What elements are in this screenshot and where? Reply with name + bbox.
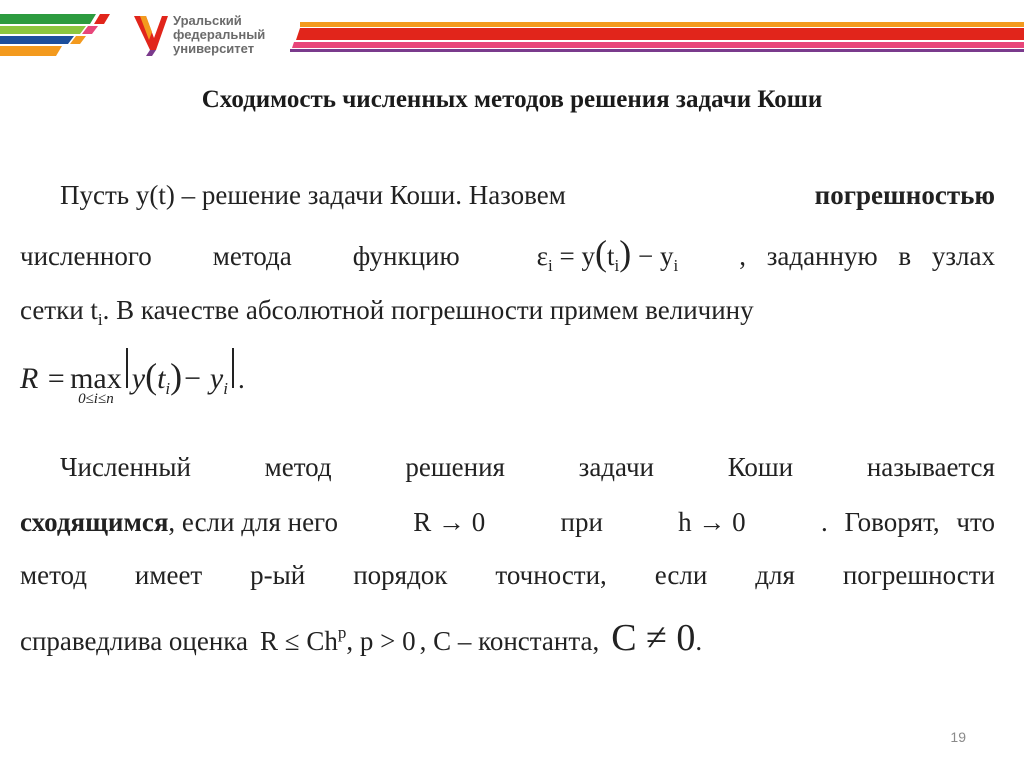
- university-logo-text: [173, 14, 265, 56]
- para2-line-1: Численный метод решения задачи Коши называется: [60, 452, 995, 482]
- para2-line-2: сходящимся, если для него R → 0 при h → 0 . Говорят, что: [20, 507, 995, 537]
- stripe-blue: [0, 36, 74, 44]
- page-number: 19: [950, 729, 966, 745]
- para2-line-4: справедлива оценка $R \le Ch^p$, p > 0 , С – константа, C ≠ 0 .: [20, 617, 703, 659]
- stripe-lime: [0, 26, 86, 34]
- formula-epsilon: $\varepsilon_i = y(t_i) - y_i$: [536, 233, 679, 275]
- formula-R-max: R = max 0≤i≤n y ( t i ) − y i .: [20, 348, 245, 404]
- header-bar: [0, 0, 1024, 72]
- logo-line-2: федеральный: [173, 27, 266, 42]
- para1-line-2: численного метода функцию $\varepsilon_i = y(t_i) - y_i$ , заданную в узлах: [20, 233, 995, 275]
- university-logo-icon: [132, 12, 170, 58]
- stripe-red-left: [94, 14, 110, 24]
- stripe-red-main: [296, 28, 1024, 40]
- para2-line-3: метод имеет р-ый порядок точности, если для погрешности: [20, 560, 995, 590]
- stripe-orange-main: [300, 22, 1024, 27]
- para1-line-3: сетки $t_i$. В качестве абсолютной погрешности примем величину: [20, 295, 754, 329]
- slide-title: Сходимость численных методов решения задачи Коши: [201, 86, 823, 113]
- logo-line-3: университет: [173, 41, 255, 56]
- stripe-green: [0, 14, 96, 24]
- stripe-pink-main: [292, 42, 1024, 48]
- logo-line-1: Уральский: [173, 13, 242, 28]
- stripe-orange: [0, 46, 62, 56]
- stripe-purple-main: [290, 49, 1024, 52]
- para1-line-1: Пусть у(t) – решение задачи Коши. Назовем погрешностью: [60, 180, 995, 210]
